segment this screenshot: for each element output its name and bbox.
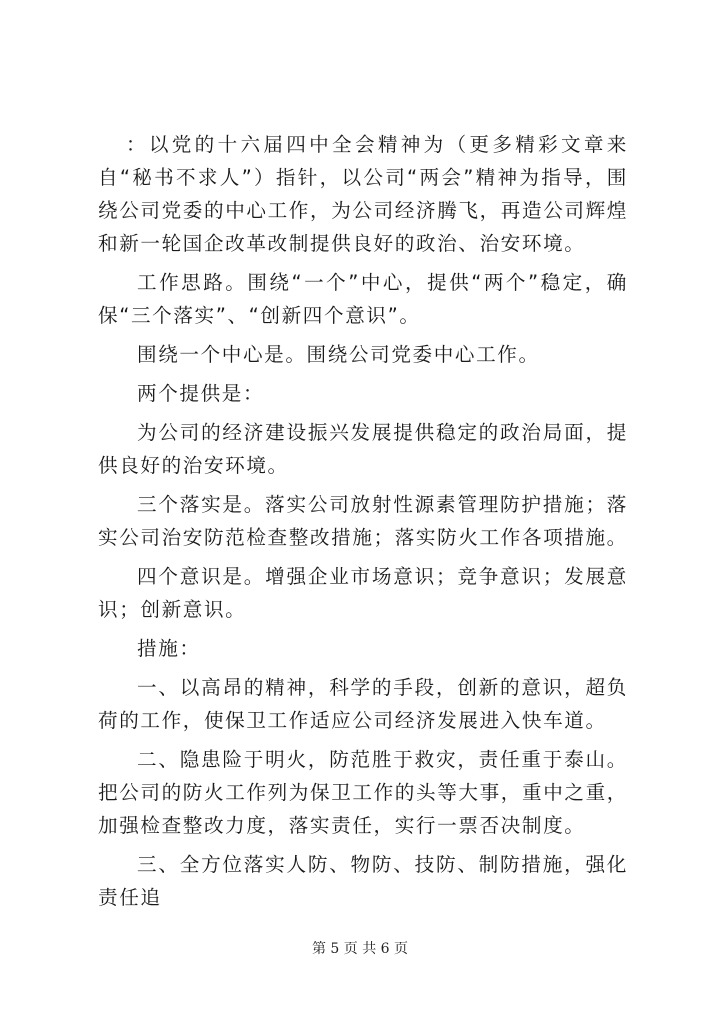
paragraph-measure-two: 二、隐患险于明火，防范胜于救灾，责任重于泰山。把公司的防火工作列为保卫工作的头等大事，重中之重，加强检查整改力度，落实责任，实行一票否决制度。 <box>98 748 628 837</box>
paragraph-one-center: 围绕一个中心是。围绕公司党委中心工作。 <box>137 343 540 366</box>
document-body <box>98 128 628 920</box>
paragraph-work-approach: 工作思路。围绕“一个”中心，提供“两个”稳定，确保“三个落实”、“创新四个意识”。 <box>98 271 628 327</box>
paragraph-guiding-principle: ：以党的十六届四中全会精神为（更多精彩文章来自“秘书不求人”）指针，以公司“两会”精神为指导，围绕公司党委的中心工作，为公司经济腾飞，再造公司辉煌和新一轮国企改革改制提供良好的政治、治安环境。 <box>98 133 628 255</box>
paragraph-measure-one: 一、以高昂的精神，科学的手段，创新的意识，超负荷的工作，使保卫工作适应公司经济发展进入快车道。 <box>98 676 628 732</box>
page-number-footer: 第 5 页 共 6 页 <box>311 941 409 957</box>
paragraph-two-provisions-heading: 两个提供是： <box>137 382 265 405</box>
paragraph-three-implementations: 三个落实是。落实公司放射性源素管理防护措施；落实公司治安防范检查整改措施；落实防火工作各项措施。 <box>98 493 628 549</box>
paragraph-measure-three: 三、全方位落实人防、物防、技防、制防措施，强化责任追 <box>98 853 628 909</box>
paragraph-two-provisions: 为公司的经济建设振兴发展提供稳定的政治局面，提供良好的治安环境。 <box>98 421 628 477</box>
paragraph-measures-heading: 措施： <box>137 637 201 660</box>
paragraph-four-awareness: 四个意识是。增强企业市场意识；竞争意识；发展意识；创新意识。 <box>98 565 628 621</box>
